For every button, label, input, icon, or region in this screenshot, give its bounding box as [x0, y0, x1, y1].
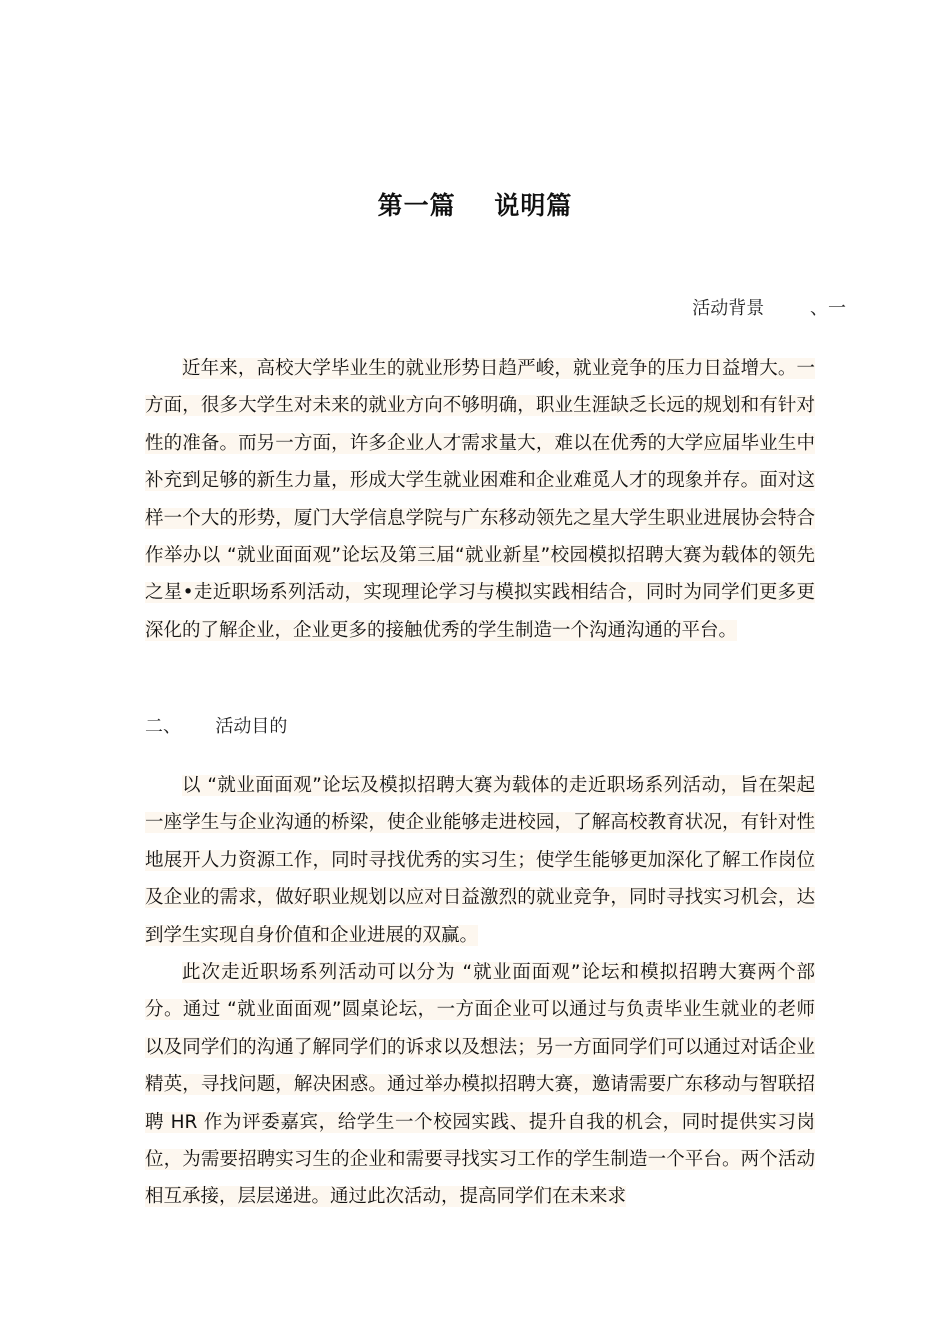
- paragraph-background-text: 近年来，高校大学毕业生的就业形势日趋严峻，就业竞争的压力日益增大。一方面，很多大学生对未来的就业方向不够明确，职业生涯缺乏长远的规划和有针对性的准备。而另一方面，许多企业人才需求量大，难以在优秀的大学应届毕业生中补充到足够的新生力量，形成大学生就业困难和企业难觅人才的现象并存。面对这样一个大的形势，厦门大学信息学院与广东移动领先之星大学生职业进展协会特合作举办以 “就业面面观”论坛及第三届“就业新星”校园模拟招聘大赛为载体的领先之星•走近职场系列活动，实现理论学习与模拟实践相结合，同时为同学们更多更深化的了解企业，企业更多的接触优秀的学生制造一个沟通沟通的平台。: [145, 358, 815, 641]
- page-title: 第一篇 说明篇: [377, 191, 573, 220]
- paragraph-purpose-1-text: 以 “就业面面观”论坛及模拟招聘大赛为载体的走近职场系列活动，旨在架起一座学生与企业沟通的桥梁，使企业能够走进校园，了解高校教育状况，有针对性地展开人力资源工作，同时寻找优秀的实习生；使学生能够更加深化了解工作岗位及企业的需求，做好职业规划以应对日益激烈的就业竞争，同时寻找实习机会，达到学生实现自身价值和企业进展的双赢。: [145, 775, 815, 946]
- paragraph-purpose-2-text: 此次走近职场系列活动可以分为 “就业面面观”论坛和模拟招聘大赛两个部分。通过 “就业面面观”圆桌论坛，一方面企业可以通过与负责毕业生就业的老师以及同学们的沟通了解同学们的诉求以及想法；另一方面同学们可以通过对话企业精英，寻找问题，解决困惑。通过举办模拟招聘大赛，邀请需要广东移动与智联招聘 HR 作为评委嘉宾，给学生一个校园实践、提升自我的机会，同时提供实习岗位，为需要招聘实习生的企业和需要寻找实习工作的学生制造一个平台。两个活动相互承接，层层递进。通过此次活动，提高同学们在未来求: [145, 962, 815, 1208]
- paragraph-purpose-1: [145, 767, 815, 954]
- section-heading-purpose: 二、 活动目的: [145, 716, 288, 737]
- section-heading-background: 活动背景 、一: [692, 298, 846, 319]
- paragraph-purpose-2: [145, 954, 815, 1216]
- paragraph-background: [145, 350, 815, 649]
